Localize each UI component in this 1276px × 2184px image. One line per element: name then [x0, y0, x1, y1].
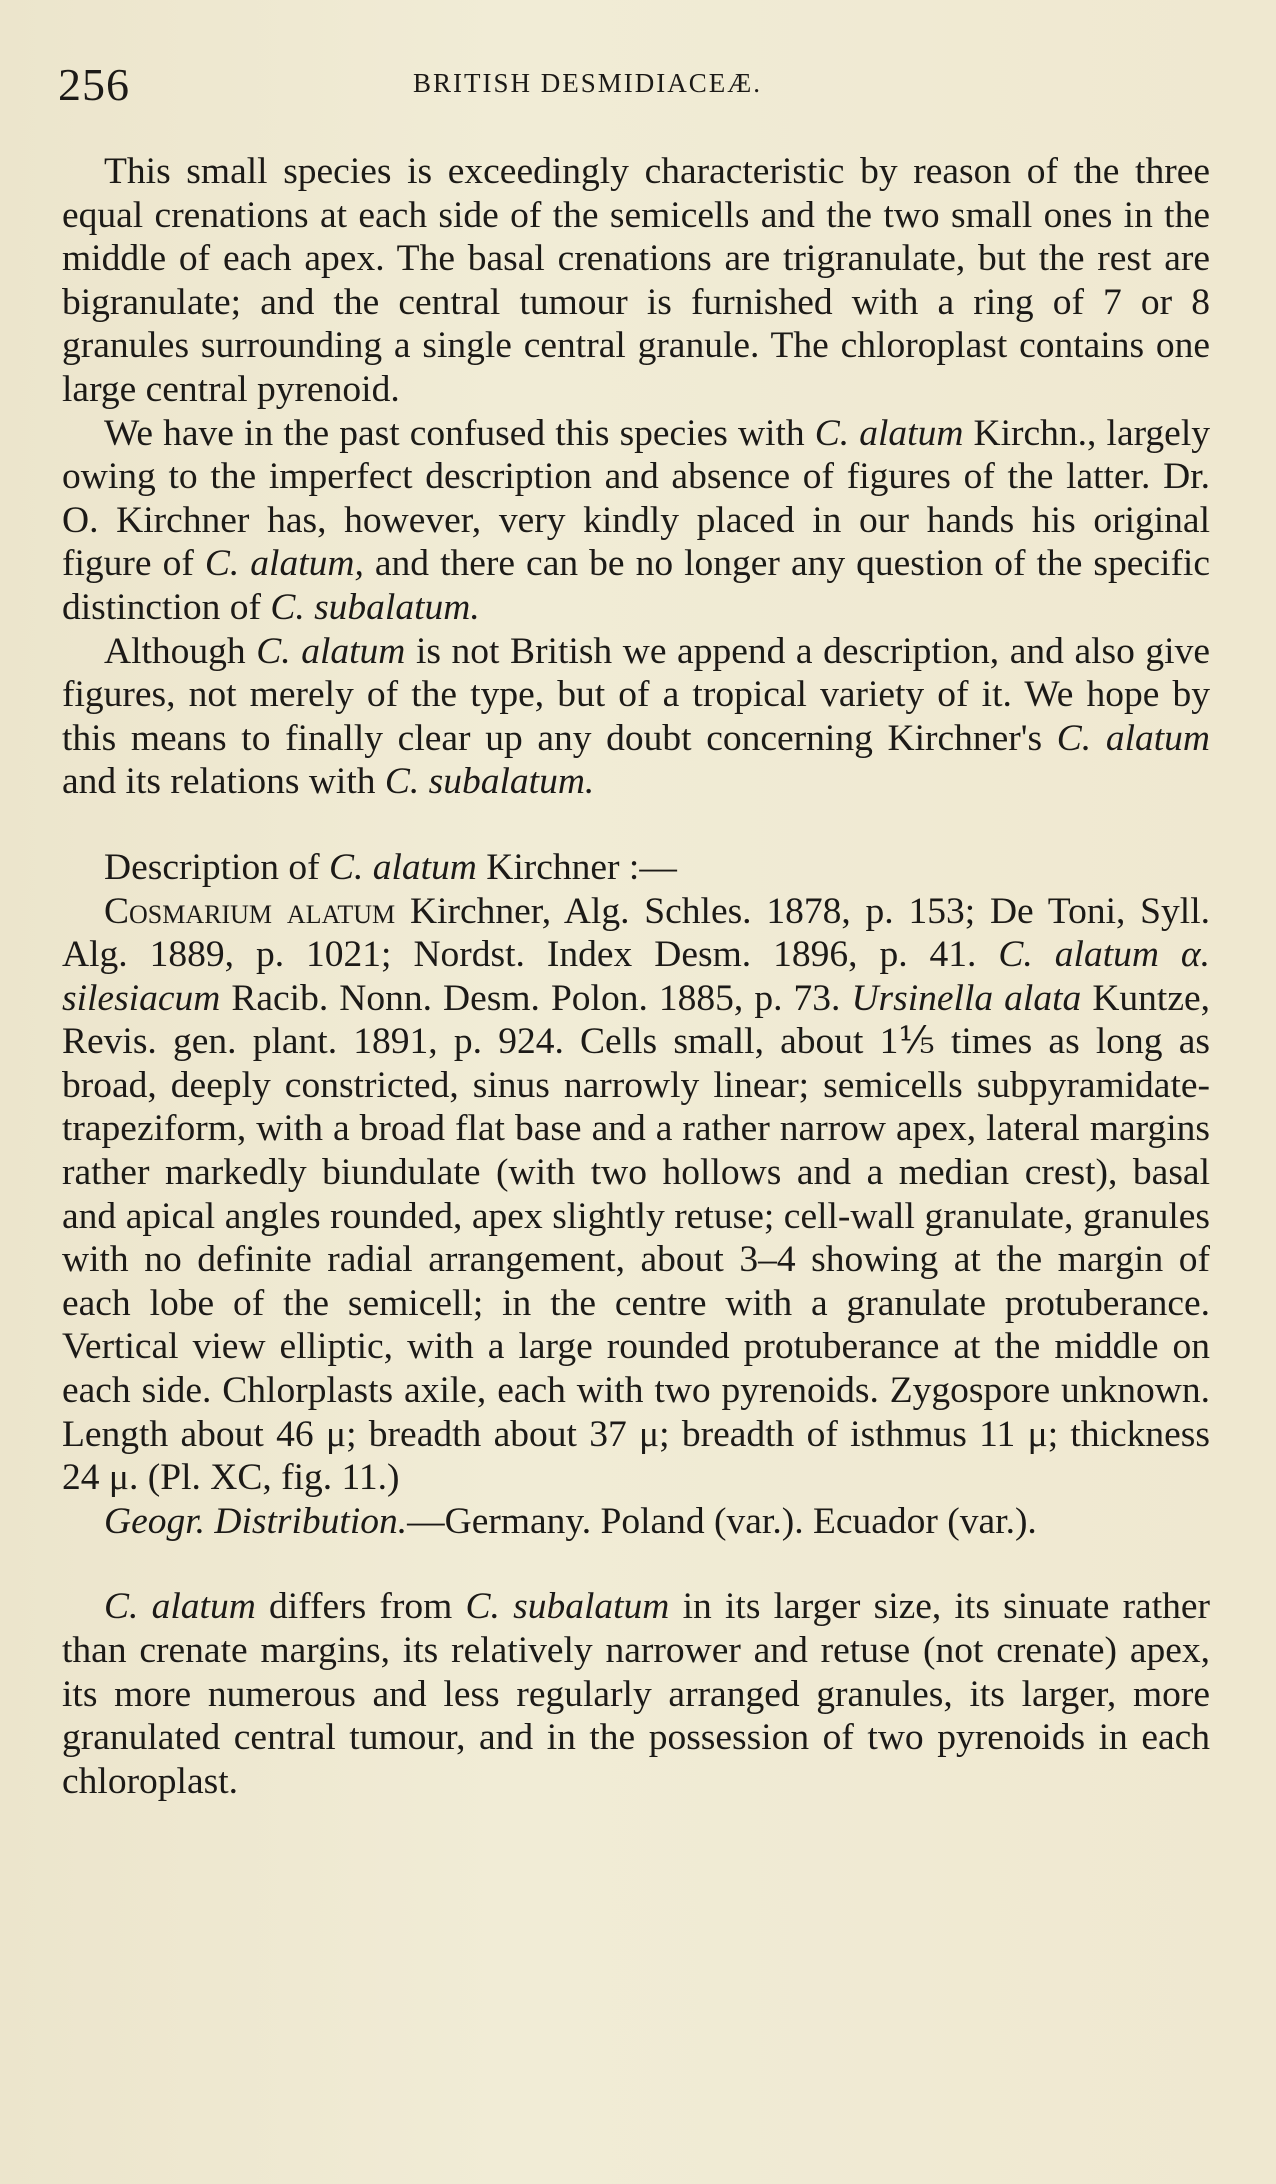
- distribution-label: Geogr. Distribution.: [104, 1500, 408, 1542]
- text-run: and there can be no longer any question of the specific distinction of: [62, 543, 1210, 628]
- paragraph-append-description: [62, 630, 1210, 804]
- text-run: Although: [104, 630, 257, 672]
- species-heading: Cosmarium alatum: [104, 890, 396, 932]
- taxon-name: C. subalatum.: [384, 761, 595, 803]
- taxon-name: C. alatum: [104, 1586, 256, 1628]
- page-header: [58, 58, 1218, 114]
- taxon-name: C. alatum: [814, 412, 964, 454]
- taxon-name: C. alatum: [256, 630, 406, 672]
- paragraph-past-confusion: [62, 412, 1210, 630]
- text-run: Kuntze, Revis. gen. plant. 1891, p. 924. Cells small, about 1⅕ times as long as broad, deeply constricted, sinus narrowly linear; semicells subpyramidate-trapeziform, with a broad flat base and a rather narrow apex, lateral margins rather markedly biundulate (with two hollows and a median crest), basal and apical angles rounded, apex slightly retuse; cell-wall granulate, granules with no definite radial arrangement, about 3–4 showing at the margin of each lobe of the semicell; in the centre with a granulate protuberance. Vertical view elliptic, with a large rounded protuberance at the middle on each side. Chlorplasts axile, each with two pyrenoids. Zygospore unknown. Length about 46 μ; breadth about 37 μ; breadth of isthmus 11 μ; thickness 24 μ. (Pl. XC, fig. 11.): [62, 977, 1210, 1499]
- taxon-name: C. alatum α. silesiacum: [62, 934, 1210, 1019]
- text-run: We have in the past confused this species with: [104, 412, 815, 454]
- text-run: Description of: [104, 846, 329, 888]
- taxon-name: C. alatum: [1056, 717, 1210, 759]
- text-run: in its larger size, its sinuate rather than crenate margins, its relatively narrower and retuse (not crenate) apex, its more numerous and less regularly arranged granules, its larger, more granulated central tumour, and in the possession of two pyrenoids in each chloroplast.: [62, 1586, 1210, 1802]
- text-run: —Germany. Poland (var.). Ecuador (var.).: [407, 1500, 1037, 1542]
- taxon-name: C. subalatum.: [270, 586, 480, 628]
- taxon-name: Ursinella alata: [851, 977, 1082, 1019]
- text-run: Racib. Nonn. Desm. Polon. 1885, p. 73.: [220, 977, 852, 1019]
- text-run: and its relations with: [62, 761, 385, 803]
- body-text: [62, 150, 1210, 1803]
- paragraph-species-characteristics: This small species is exceedingly characteristic by reason of the three equal crenations at each side of the semicells and the two small ones in the middle of each apex. The basal crenations are trigranulate, but the rest are bigranulate; and the central tumour is furnished with a ring of 7 or 8 granules surrounding a single central granule. The chloroplast contains one large central pyrenoid.: [62, 151, 1210, 410]
- taxon-name: C. alatum,: [204, 543, 364, 585]
- text-run: Kirchner :—: [476, 846, 677, 888]
- taxon-name: C. subalatum: [465, 1586, 670, 1628]
- running-head: BRITISH DESMIDIACEÆ.: [413, 68, 763, 98]
- taxon-name: C. alatum: [328, 846, 477, 888]
- text-run: Kirchner, Alg. Schles. 1878, p. 153; De Toni, Syll. Alg. 1889, p. 1021; Nordst. Index Desm. 1896, p. 41.: [62, 890, 1210, 976]
- paragraph-species-description: [62, 890, 1210, 1500]
- text-run: differs from: [255, 1586, 466, 1628]
- text-run: is not British we append a description, and also give figures, not merely of the type, but of a tropical variety of it. We hope by this means to finally clear up any doubt concerning Kirchner's: [62, 630, 1210, 759]
- page-number: 256: [58, 59, 130, 110]
- text-run: Kirchn., largely owing to the imperfect description and absence of figures of the latter. Dr. O. Kirchner has, however, very kindly placed in our hands his original figure of: [62, 412, 1210, 585]
- paragraph-distribution: [62, 1500, 1210, 1544]
- paragraph-comparison: [62, 1585, 1210, 1803]
- paragraph-description-heading: [62, 846, 1210, 890]
